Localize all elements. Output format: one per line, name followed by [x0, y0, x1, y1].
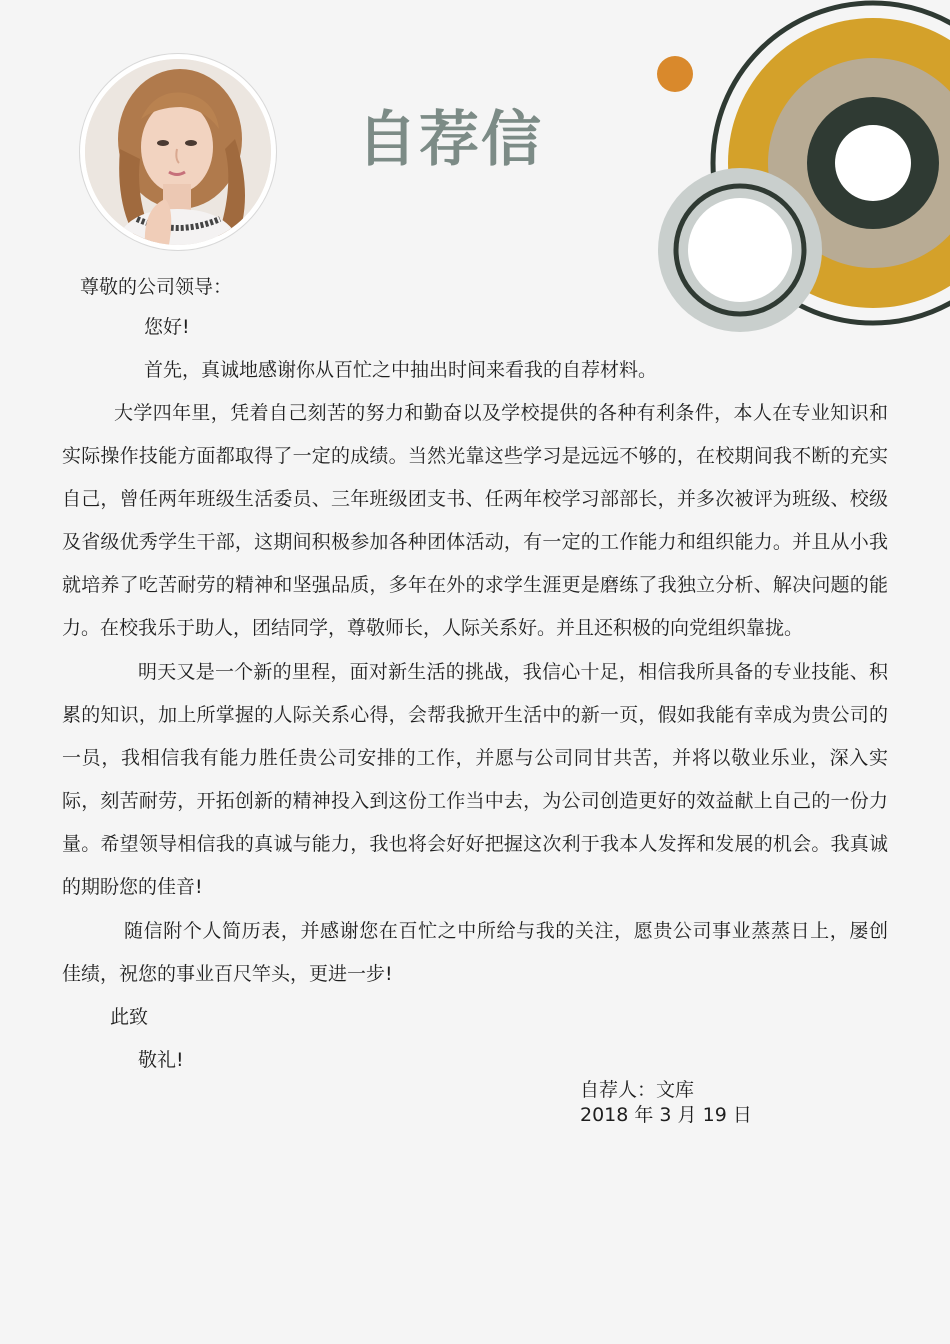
para3-line: 随信附个人简历表，并感谢您在百忙之中所给与我的关注，愿贵公司事业蒸蒸日上，屡创: [124, 920, 888, 942]
paragraph-2: [62, 651, 888, 909]
letter-date: 2018 年 3 月 19 日: [580, 1104, 752, 1126]
orange-dot: [657, 56, 693, 92]
para1-line: 就培养了吃苦耐劳的精神和坚强品质，多年在外的求学生涯更是磨练了我独立分析、解决问题的能: [62, 574, 888, 596]
paragraph-3: [62, 910, 888, 996]
para2-line: 际，刻苦耐劳，开拓创新的精神投入到这份工作当中去，为公司创造更好的效益献上自己的一份力: [62, 790, 888, 812]
para1-line: 实际操作技能方面都取得了一定的成绩。当然光靠这些学习是远远不够的，在校期间我不断的充实: [62, 445, 888, 467]
para3-line: 佳绩，祝您的事业百尺竿头，更进一步!: [62, 963, 393, 985]
para2-line: 一员，我相信我有能力胜任贵公司安排的工作，并愿与公司同甘共苦，并将以敬业乐业，深入实: [62, 747, 888, 769]
para1-line: 及省级优秀学生干部，这期间积极参加各种团体活动，有一定的工作能力和组织能力。并且从小我: [62, 531, 888, 553]
para1-line: 大学四年里，凭着自己刻苦的努力和勤奋以及学校提供的各种有利条件，本人在专业知识和: [114, 402, 888, 424]
intro-line: 首先，真诚地感谢你从百忙之中抽出时间来看我的自荐材料。: [144, 359, 658, 381]
paragraph-1: [62, 392, 888, 650]
para2-line: 量。希望领导相信我的真诚与能力，我也将会好好把握这次利于我本人发挥和发展的机会。我真诚: [62, 833, 888, 855]
para2-line: 的期盼您的佳音!: [62, 876, 203, 898]
para2-line: 累的知识，加上所掌握的人际关系心得，会帮我掀开生活中的新一页，假如我能有幸成为贵公司的: [62, 704, 888, 726]
hello-line: 您好!: [144, 316, 190, 338]
para2-line: 明天又是一个新的里程，面对新生活的挑战，我信心十足，相信我所具备的专业技能、积: [138, 661, 888, 683]
greeting: 尊敬的公司领导：: [80, 276, 233, 298]
inner-circle: [835, 125, 911, 201]
avatar: [80, 54, 276, 250]
portrait-photo-icon: [85, 59, 271, 245]
closing-salutation: 此致: [110, 1006, 149, 1028]
page-title: 自荐信: [357, 105, 543, 175]
para1-line: 自己，曾任两年班级生活委员、三年班级团支书、任两年校学习部部长，并多次被评为班级、校级: [62, 488, 888, 510]
para1-line: 力。在校我乐于助人，团结同学，尊敬师长，人际关系好。并且还积极的向党组织靠拢。: [62, 617, 804, 639]
closing-regards: 敬礼!: [138, 1049, 184, 1071]
signer: 自荐人：文库: [580, 1079, 695, 1101]
decorative-circles: [640, 0, 950, 340]
gray-disc-center: [688, 198, 792, 302]
